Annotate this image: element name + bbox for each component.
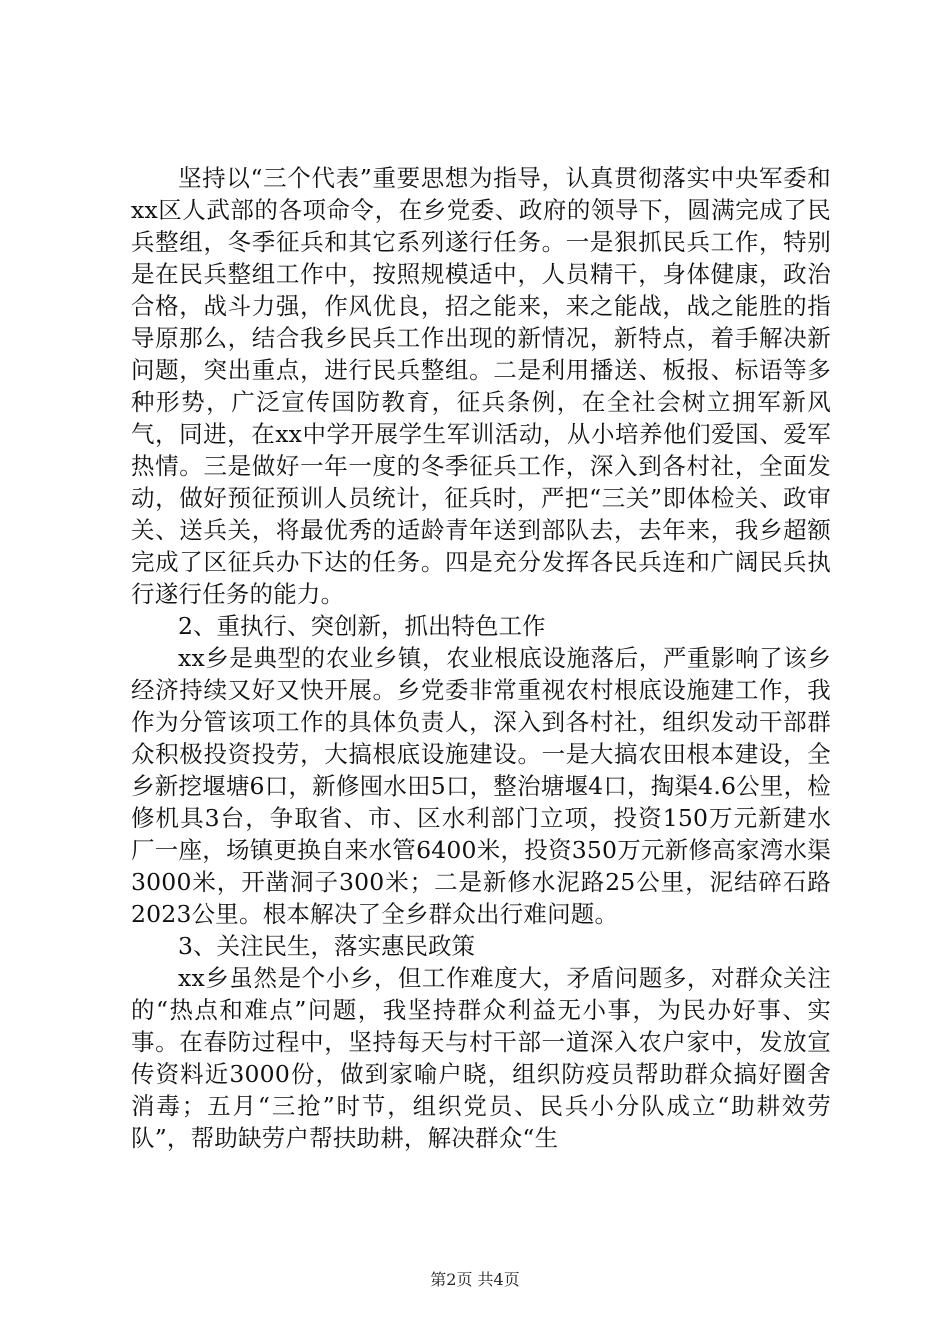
- section-heading-2: 2、重执行、突创新，抓出特色工作: [178, 612, 546, 640]
- paragraph-infrastructure: xx乡是典型的农业乡镇，农业根底设施落后，严重影响了该乡经济持续又好又快开展。乡党委非常重视农村根底设施建工作，我作为分管该项工作的具体负责人，深入到各村社，组织发动干部群众积极投资投劳，大搞根底设施建设。一是大搞农田根本建设，全乡新挖堰塘6口，新修囤水田5口，整治塘堰4口，掏渠4.6公里，检修机具3台，争取省、市、区水利部门立项，投资150万元新建水厂一座，场镇更换自来水管6400米，投资350万元新修高家湾水渠3000米，开凿洞子300米；二是新修水泥路25公里，泥结碎石路2023公里。根本解决了全乡群众出行难问题。: [131, 644, 831, 928]
- section-heading-3: 3、关注民生，落实惠民政策: [178, 932, 475, 960]
- paragraph-livelihood: xx乡虽然是个小乡，但工作难度大，矛盾问题多，对群众关注的“热点和难点”问题，我坚持群众利益无小事，为民办好事、实事。在春防过程中，坚持每天与村干部一道深入农户家中，发放宣传资料近3000份，做到家喻户晓，组织防疫员帮助群众搞好圈舍消毒；五月“三抢”时节，组织党员、民兵小分队成立“助耕效劳队”，帮助缺劳户帮扶助耕，解决群众“生: [131, 964, 831, 1152]
- paragraph-militia-work: 坚持以“三个代表”重要思想为指导，认真贯彻落实中央军委和xx区人武部的各项命令，在乡党委、政府的领导下，圆满完成了民兵整组，冬季征兵和其它系列遂行任务。一是狠抓民兵工作，特别是在民兵整组工作中，按照规模适中，人员精干，身体健康，政治合格，战斗力强，作风优良，招之能来，来之能战，战之能胜的指导原那么，结合我乡民兵工作出现的新情况，新特点，着手解决新问题，突出重点，进行民兵整组。二是利用播送、板报、标语等多种形势，广泛宣传国防教育，征兵条例，在全社会树立拥军新风气，同进，在xx中学开展学生军训活动，从小培养他们爱国、爱军热情。三是做好一年一度的冬季征兵工作，深入到各村社，全面发动，做好预征预训人员统计，征兵时，严把“三关”即体检关、政审关、送兵关，将最优秀的适龄青年送到部队去，去年来，我乡超额完成了区征兵办下达的任务。四是充分发挥各民兵连和广阔民兵执行遂行任务的能力。: [131, 164, 831, 608]
- document-body: [131, 162, 831, 1154]
- page-footer: 第2页 共4页: [430, 1270, 520, 1289]
